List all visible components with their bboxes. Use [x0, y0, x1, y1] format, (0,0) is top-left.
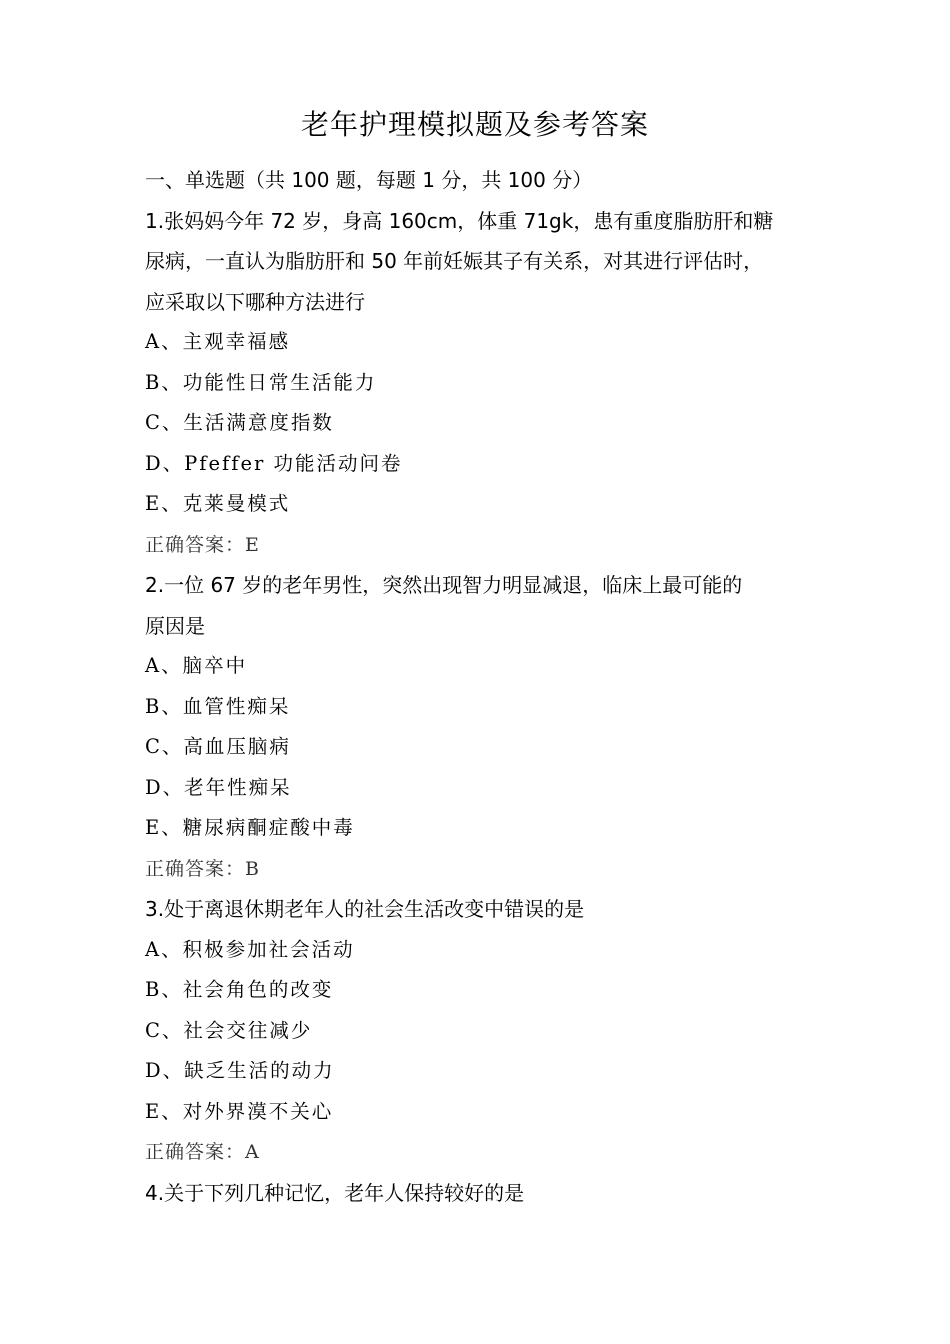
option-d: D、缺乏生活的动力: [145, 1059, 335, 1082]
question-text-line: 4.关于下列几种记忆，老年人保持较好的是: [145, 1180, 525, 1205]
option-d: D、老年性痴呆: [145, 775, 292, 799]
correct-answer: 正确答案：E: [145, 533, 260, 556]
question-3: [145, 889, 825, 1173]
option-a: A、主观幸福感: [145, 330, 291, 353]
option-a: A、脑卒中: [145, 654, 248, 677]
question-text-line: 1.张妈妈今年 72 岁，身高 160cm，体重 71gk，患有重度脂肪肝和糖: [145, 208, 774, 233]
document-body: [145, 160, 825, 1213]
option-d: D、Pfeffer 功能活动问卷: [145, 451, 403, 475]
option-c: C、高血压脑病: [145, 735, 291, 758]
option-c: C、生活满意度指数: [145, 411, 334, 434]
option-b: B、血管性痴呆: [145, 694, 291, 718]
option-e: E、对外界漠不关心: [145, 1099, 334, 1123]
option-a: A、积极参加社会活动: [145, 937, 355, 961]
option-c: C、社会交往减少: [145, 1018, 313, 1042]
option-e: E、克莱曼模式: [145, 492, 291, 515]
option-b: B、功能性日常生活能力: [145, 370, 377, 394]
question-text-line: 3.处于离退休期老年人的社会生活改变中错误的是: [145, 897, 585, 921]
section-header: 一、单选题（共 100 题，每题 1 分，共 100 分）: [145, 168, 593, 192]
option-e: E、糖尿病酮症酸中毒: [145, 816, 355, 839]
document-title: 老年护理模拟题及参考答案: [300, 108, 649, 141]
question-2: [145, 565, 825, 889]
question-4: [145, 1173, 825, 1214]
correct-answer: 正确答案：B: [145, 857, 260, 880]
option-b: B、社会角色的改变: [145, 978, 334, 1001]
question-1: [145, 201, 825, 566]
question-text-line: 尿病，一直认为脂肪肝和 50 年前妊娠其子有关系，对其进行评估时，: [145, 249, 764, 273]
question-text-line: 应采取以下哪种方法进行: [145, 289, 365, 314]
question-text-line: 原因是: [145, 613, 205, 638]
question-text-line: 2.一位 67 岁的老年男性，突然出现智力明显减退，临床上最可能的: [145, 573, 743, 597]
correct-answer: 正确答案：A: [145, 1141, 260, 1163]
